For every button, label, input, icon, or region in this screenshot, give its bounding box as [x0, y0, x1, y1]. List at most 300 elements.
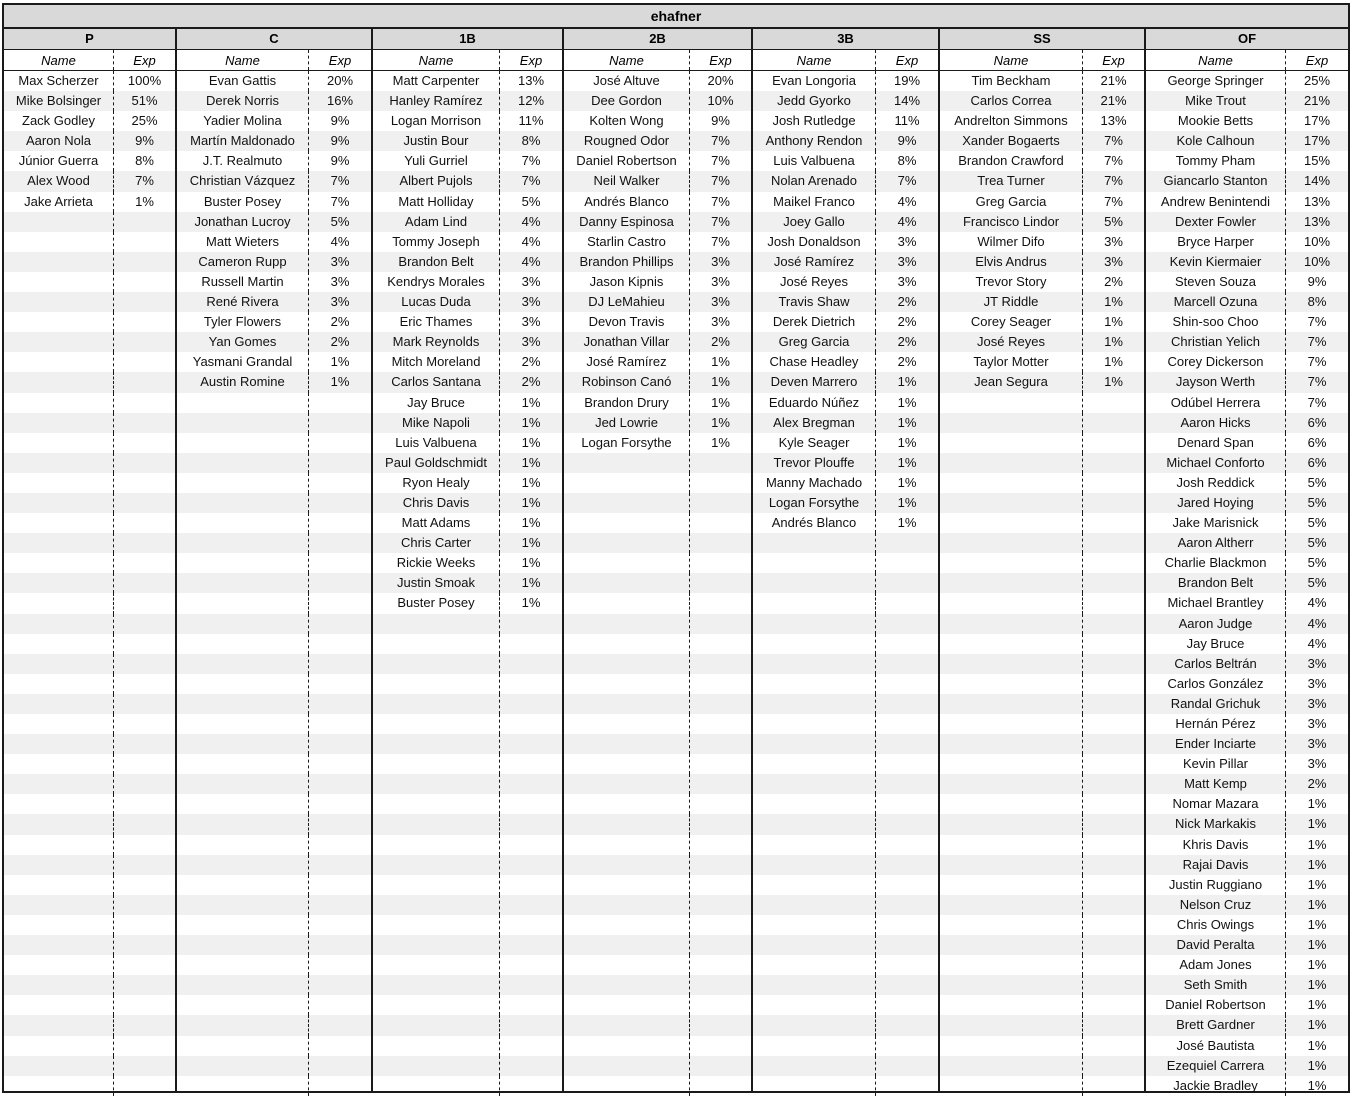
player-row [177, 352, 371, 372]
player-name [4, 955, 114, 975]
exp-header: Exp [709, 53, 732, 68]
player-name: George Springer [1146, 71, 1286, 91]
player-exposure [876, 533, 938, 553]
player-name [940, 573, 1083, 593]
player-list [1146, 71, 1348, 1091]
player-exposure: 3% [897, 253, 917, 269]
player-name: Cameron Rupp [177, 252, 309, 272]
player-exposure [1083, 513, 1144, 533]
player-name [4, 332, 114, 352]
player-name [753, 573, 876, 593]
player-exposure: 9% [330, 133, 350, 149]
player-name: Russell Martin [177, 272, 309, 292]
player-name [373, 614, 500, 634]
player-row [1146, 131, 1348, 151]
player-name [4, 674, 114, 694]
player-row [373, 433, 562, 453]
player-exposure: 1% [897, 474, 917, 490]
player-row [4, 975, 175, 995]
player-row [4, 433, 175, 453]
player-name [4, 935, 114, 955]
player-row [564, 654, 751, 674]
player-name [4, 232, 114, 252]
player-row [1146, 694, 1348, 714]
player-exposure: 4% [1307, 635, 1327, 651]
player-name: Michael Brantley [1146, 593, 1286, 613]
player-exposure: 3% [1307, 655, 1327, 671]
player-name: Seth Smith [1146, 975, 1286, 995]
player-exposure [309, 915, 371, 935]
player-exposure [690, 774, 751, 794]
player-exposure [114, 794, 175, 814]
player-name: Corey Seager [940, 312, 1083, 332]
player-exposure [309, 1056, 371, 1076]
player-name: Greg Garcia [940, 192, 1083, 212]
player-row [177, 332, 371, 352]
player-name: Dee Gordon [564, 91, 690, 111]
player-row [564, 734, 751, 754]
player-name [753, 533, 876, 553]
player-name [564, 614, 690, 634]
player-row [753, 975, 938, 995]
player-row [373, 694, 562, 714]
player-name [177, 593, 309, 613]
player-row [753, 372, 938, 392]
player-row [177, 312, 371, 332]
player-row [1146, 955, 1348, 975]
player-name [4, 292, 114, 312]
player-row [1146, 593, 1348, 613]
player-name: Evan Longoria [753, 71, 876, 91]
player-exposure [500, 654, 562, 674]
player-name: Kendrys Morales [373, 272, 500, 292]
player-exposure [1083, 814, 1144, 834]
player-row [1146, 915, 1348, 935]
player-name: DJ LeMahieu [564, 292, 690, 312]
player-row [753, 674, 938, 694]
player-exposure: 5% [1307, 494, 1327, 510]
player-row [564, 533, 751, 553]
player-row [373, 1015, 562, 1035]
player-row [753, 935, 938, 955]
player-exposure: 1% [1307, 916, 1327, 932]
player-row [564, 1036, 751, 1056]
player-row [4, 694, 175, 714]
player-exposure [309, 453, 371, 473]
player-row [753, 533, 938, 553]
player-name [753, 674, 876, 694]
player-row [373, 151, 562, 171]
player-name [177, 1015, 309, 1035]
player-name: Derek Norris [177, 91, 309, 111]
player-row [177, 734, 371, 754]
player-name [177, 915, 309, 935]
player-exposure: 3% [521, 334, 541, 350]
player-name: Aaron Nola [4, 131, 114, 151]
player-exposure [1083, 533, 1144, 553]
player-name [564, 754, 690, 774]
player-exposure [1083, 393, 1144, 413]
position-header: 1B [373, 29, 562, 50]
player-exposure: 3% [1307, 756, 1327, 772]
player-exposure: 15% [1303, 153, 1331, 169]
player-exposure [114, 553, 175, 573]
player-exposure: 2% [1104, 273, 1123, 289]
player-name: Nick Markakis [1146, 814, 1286, 834]
player-name: Chris Owings [1146, 915, 1286, 935]
player-name [940, 875, 1083, 895]
player-row [564, 352, 751, 372]
player-name: Brandon Crawford [940, 151, 1083, 171]
player-exposure [500, 814, 562, 834]
player-row [753, 433, 938, 453]
player-row [1146, 895, 1348, 915]
player-name [373, 654, 500, 674]
player-row [564, 513, 751, 533]
player-name [4, 654, 114, 674]
player-row [564, 151, 751, 171]
player-exposure: 1% [1307, 816, 1327, 832]
player-exposure [309, 895, 371, 915]
player-list [4, 71, 175, 1091]
player-exposure [114, 593, 175, 613]
player-exposure [690, 513, 751, 533]
player-row [373, 855, 562, 875]
player-exposure: 1% [521, 454, 541, 470]
player-exposure [1083, 1076, 1144, 1096]
player-name [940, 895, 1083, 915]
player-name: Trevor Plouffe [753, 453, 876, 473]
player-exposure [876, 573, 938, 593]
player-exposure [1083, 614, 1144, 634]
player-row [1146, 1036, 1348, 1056]
player-name: J.T. Realmuto [177, 151, 309, 171]
player-exposure [690, 895, 751, 915]
player-exposure [1083, 674, 1144, 694]
player-exposure [114, 694, 175, 714]
player-row [177, 292, 371, 312]
player-exposure: 4% [521, 253, 541, 269]
player-name [4, 794, 114, 814]
player-exposure [690, 553, 751, 573]
player-name [940, 814, 1083, 834]
player-row [177, 714, 371, 734]
player-name: Alex Wood [4, 171, 114, 191]
player-exposure [114, 915, 175, 935]
player-row [373, 312, 562, 332]
player-name: Neil Walker [564, 171, 690, 191]
player-exposure [309, 714, 371, 734]
player-name: Austin Romine [177, 372, 309, 392]
player-exposure: 12% [517, 93, 545, 109]
player-row [1146, 453, 1348, 473]
player-name [940, 553, 1083, 573]
player-exposure [114, 734, 175, 754]
player-row [373, 332, 562, 352]
player-exposure: 5% [521, 193, 541, 209]
player-name [753, 935, 876, 955]
player-name [753, 774, 876, 794]
player-exposure: 3% [330, 273, 350, 289]
player-row [177, 955, 371, 975]
player-exposure: 19% [893, 73, 921, 88]
player-exposure: 1% [1104, 294, 1123, 310]
player-row [1146, 71, 1348, 91]
player-exposure: 2% [897, 334, 917, 350]
player-row [373, 734, 562, 754]
player-name [177, 855, 309, 875]
player-name [940, 1015, 1083, 1035]
player-row [4, 131, 175, 151]
player-exposure [690, 754, 751, 774]
position-header: SS [940, 29, 1144, 50]
player-exposure: 7% [330, 193, 350, 209]
position-header: 3B [753, 29, 938, 50]
player-exposure: 1% [1307, 876, 1327, 892]
player-exposure [1083, 915, 1144, 935]
player-name: Ezequiel Carrera [1146, 1056, 1286, 1076]
player-exposure [309, 473, 371, 493]
player-row [4, 332, 175, 352]
player-name [4, 372, 114, 392]
player-name [940, 1056, 1083, 1076]
player-exposure [309, 995, 371, 1015]
player-exposure: 1% [1307, 796, 1327, 812]
player-exposure: 5% [1307, 515, 1327, 531]
player-row [564, 1076, 751, 1096]
player-row [753, 794, 938, 814]
player-name [940, 1036, 1083, 1056]
player-name: Daniel Robertson [1146, 995, 1286, 1015]
player-row [940, 332, 1144, 352]
player-exposure: 7% [1104, 153, 1123, 169]
player-exposure [309, 393, 371, 413]
player-exposure: 11% [894, 113, 920, 129]
player-name [753, 975, 876, 995]
player-name: Evan Gattis [177, 71, 309, 91]
player-exposure [876, 975, 938, 995]
player-name [940, 955, 1083, 975]
player-exposure: 1% [897, 454, 917, 470]
player-exposure [1083, 413, 1144, 433]
player-exposure [500, 1076, 562, 1096]
player-exposure: 1% [521, 575, 541, 591]
player-row [940, 473, 1144, 493]
player-row [753, 654, 938, 674]
player-row [940, 553, 1144, 573]
player-row [1146, 413, 1348, 433]
player-row [4, 734, 175, 754]
player-name [4, 413, 114, 433]
player-name: Denard Span [1146, 433, 1286, 453]
player-row [1146, 513, 1348, 533]
player-name: Rajai Davis [1146, 855, 1286, 875]
player-row [373, 212, 562, 232]
player-row [177, 111, 371, 131]
player-name [177, 694, 309, 714]
player-exposure: 2% [330, 334, 350, 350]
player-row [564, 553, 751, 573]
player-name: Aaron Hicks [1146, 413, 1286, 433]
player-name [373, 754, 500, 774]
player-exposure [114, 312, 175, 332]
player-row [940, 433, 1144, 453]
player-exposure: 5% [1307, 535, 1327, 551]
player-exposure: 1% [711, 434, 730, 450]
player-row [1146, 835, 1348, 855]
player-name [4, 1015, 114, 1035]
player-name [940, 413, 1083, 433]
player-name: Greg Garcia [753, 332, 876, 352]
player-name [940, 473, 1083, 493]
player-exposure [876, 935, 938, 955]
player-exposure [1083, 714, 1144, 734]
player-exposure [500, 674, 562, 694]
player-exposure [690, 955, 751, 975]
player-name: Yasmani Grandal [177, 352, 309, 372]
player-exposure: 8% [521, 133, 541, 149]
sheet-title: ehafner [4, 5, 1348, 29]
player-row [940, 835, 1144, 855]
player-row [373, 614, 562, 634]
player-exposure [1083, 895, 1144, 915]
player-row [753, 955, 938, 975]
player-exposure: 4% [1307, 615, 1327, 631]
player-row [564, 111, 751, 131]
player-name: Anthony Rendon [753, 131, 876, 151]
position-column-of [1146, 29, 1348, 1091]
player-name: Dexter Fowler [1146, 212, 1286, 232]
player-row [4, 654, 175, 674]
player-name: Yan Gomes [177, 332, 309, 352]
player-exposure: 14% [893, 93, 921, 109]
player-row [753, 714, 938, 734]
player-row [373, 372, 562, 392]
player-exposure: 3% [330, 253, 350, 269]
player-row [753, 212, 938, 232]
player-exposure: 7% [521, 153, 541, 169]
player-name: Justin Smoak [373, 573, 500, 593]
player-row [564, 312, 751, 332]
player-row [373, 654, 562, 674]
player-exposure [500, 1036, 562, 1056]
player-row [753, 774, 938, 794]
player-exposure: 1% [711, 374, 730, 390]
player-row [1146, 192, 1348, 212]
player-name: Kevin Pillar [1146, 754, 1286, 774]
player-row [940, 413, 1144, 433]
player-exposure [114, 372, 175, 392]
player-name [373, 935, 500, 955]
exp-header: Exp [133, 53, 156, 68]
player-name: Jedd Gyorko [753, 91, 876, 111]
player-name [177, 955, 309, 975]
player-row [940, 593, 1144, 613]
player-name [4, 995, 114, 1015]
player-name [564, 875, 690, 895]
player-name: Kolten Wong [564, 111, 690, 131]
player-name: Yuli Gurriel [373, 151, 500, 171]
player-name [373, 1015, 500, 1035]
position-column-1b [373, 29, 564, 1091]
player-row [564, 875, 751, 895]
player-name: Luis Valbuena [373, 433, 500, 453]
player-name [4, 754, 114, 774]
player-row [1146, 433, 1348, 453]
player-name [4, 553, 114, 573]
player-exposure: 3% [521, 314, 541, 330]
player-name: Mookie Betts [1146, 111, 1286, 131]
player-row [1146, 493, 1348, 513]
player-name: Logan Forsythe [753, 493, 876, 513]
player-name: Brandon Phillips [564, 252, 690, 272]
player-exposure: 1% [521, 555, 541, 571]
player-name [564, 593, 690, 613]
player-name [177, 614, 309, 634]
player-name: Mike Napoli [373, 413, 500, 433]
player-row [1146, 995, 1348, 1015]
player-row [753, 413, 938, 433]
player-exposure [309, 413, 371, 433]
player-name: Matt Carpenter [373, 71, 500, 91]
player-name [940, 734, 1083, 754]
player-row [4, 312, 175, 332]
player-row [4, 91, 175, 111]
player-row [940, 855, 1144, 875]
player-exposure: 7% [711, 133, 730, 149]
player-name: Wilmer Difo [940, 232, 1083, 252]
player-exposure [500, 835, 562, 855]
player-exposure: 8% [1307, 294, 1327, 310]
player-exposure [114, 955, 175, 975]
player-name [177, 935, 309, 955]
player-row [940, 232, 1144, 252]
player-row [177, 131, 371, 151]
player-row [373, 553, 562, 573]
player-exposure: 1% [1104, 374, 1123, 390]
player-name [564, 835, 690, 855]
player-name [940, 835, 1083, 855]
name-header: Name [940, 50, 1083, 70]
player-name: Jason Kipnis [564, 272, 690, 292]
player-exposure: 1% [521, 595, 541, 611]
player-name: Mike Trout [1146, 91, 1286, 111]
player-exposure: 25% [1303, 73, 1331, 88]
player-row [4, 573, 175, 593]
player-row [1146, 553, 1348, 573]
player-name: Josh Reddick [1146, 473, 1286, 493]
player-name [4, 393, 114, 413]
player-row [940, 493, 1144, 513]
player-exposure: 3% [711, 273, 730, 289]
player-exposure [690, 473, 751, 493]
player-row [4, 714, 175, 734]
player-name [753, 794, 876, 814]
player-name: Brett Gardner [1146, 1015, 1286, 1035]
player-exposure: 7% [897, 173, 917, 189]
position-header: P [4, 29, 175, 50]
player-name [940, 654, 1083, 674]
player-row [753, 312, 938, 332]
player-row [1146, 533, 1348, 553]
player-exposure [114, 292, 175, 312]
player-name: Odúbel Herrera [1146, 393, 1286, 413]
player-row [1146, 935, 1348, 955]
player-name [940, 393, 1083, 413]
player-row [1146, 473, 1348, 493]
player-exposure [876, 714, 938, 734]
player-exposure: 1% [521, 394, 541, 410]
